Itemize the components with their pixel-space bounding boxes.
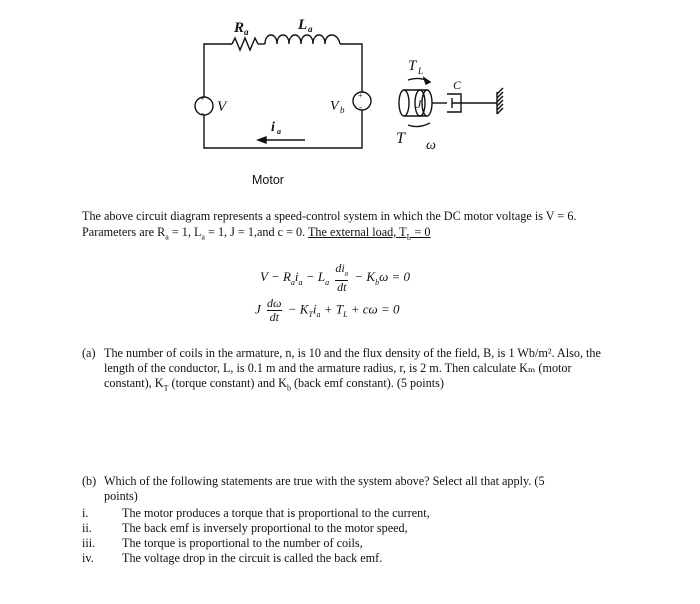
vb-sub: b <box>340 105 345 115</box>
wire-top-left <box>204 44 232 97</box>
part-a-line-1: The number of coils in the armature, n, is 10 and the flux density of the field, B, is 1 Wb/m². Also, the <box>104 346 601 360</box>
damper-label: C <box>453 78 462 92</box>
omega-label: ω <box>426 138 436 153</box>
part-b-line-2: points) <box>104 489 138 503</box>
part-a-line-2: length of the conductor, L, is 0.1 m and the armature radius, r, is 2 m. Then calculate Kₘ (motor <box>104 361 572 375</box>
current-label: i <box>271 120 275 135</box>
intro-line-2: Parameters are $R_a = 1$, $L_a = 1$, J = 1,and c = 0. The external load, $T_L = 0$ <box>82 225 431 242</box>
intro-line-1: The above circuit diagram represents a speed-control system in which the DC motor voltage is V = 6. <box>82 209 577 223</box>
load-torque-sub: L <box>418 66 424 76</box>
part-a-line-3: constant), $K_T$ (torque constant) and $K_b$ (back emf constant). (5 points) <box>104 376 444 393</box>
part-b-label: (b) <box>82 474 97 488</box>
vb-minus: - <box>359 102 362 112</box>
circuit-diagram <box>0 0 700 200</box>
equation-1: $V - R_ai_a - L_a$ $di_a$ dt − $K_b\omega = 0$ <box>260 261 411 295</box>
inductor-sub: a <box>308 24 313 34</box>
inductor-la <box>265 35 340 44</box>
motor-torque-label: T <box>396 130 405 147</box>
v-label: V <box>217 99 227 115</box>
v-minus: - <box>201 108 204 118</box>
resistor-sub: a <box>244 27 249 37</box>
vb-label: V <box>330 99 339 114</box>
inertia-label: J <box>416 97 422 111</box>
motor-caption: Motor <box>252 173 284 187</box>
v-plus: + <box>200 94 205 103</box>
vb-plus: + <box>358 91 363 100</box>
inductor-label: L <box>298 17 308 33</box>
resistor-ra <box>232 38 258 50</box>
equation-2: J $\frac{d\omega}{dt}$ − $K_Ti_a + T_L + c\omega = 0$ <box>255 296 400 324</box>
current-sub: a <box>277 127 281 136</box>
load-torque-label: T <box>408 58 417 74</box>
wire-top-right <box>340 44 362 92</box>
part-a-label: (a) <box>82 346 96 360</box>
part-b-line-1: Which of the following statements are true with the system above? Select all that apply. (5 <box>104 474 545 488</box>
resistor-label: R <box>234 20 245 36</box>
wire-bottom <box>204 110 362 148</box>
